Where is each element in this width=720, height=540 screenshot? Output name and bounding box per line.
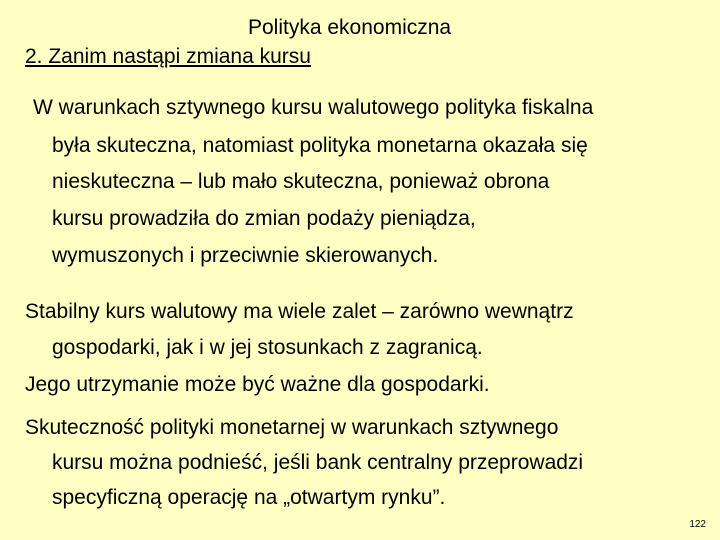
- paragraph-1-line: kursu prowadziła do zmian podaży pieniądza,: [52, 207, 476, 230]
- paragraph-4-line: specyficzną operację na „otwartym rynku”.: [52, 486, 446, 509]
- paragraph-2-line: gospodarki, jak i w jej stosunkach z zagranicą.: [52, 336, 483, 359]
- paragraph-1-line: wymuszonych i przeciwnie skierowanych.: [52, 244, 439, 267]
- page-number: 122: [689, 519, 706, 530]
- slide-subtitle: 2. Zanim nastąpi zmiana kursu: [25, 45, 311, 68]
- paragraph-3-line: Jego utrzymanie może być ważne dla gospodarki.: [25, 373, 490, 396]
- paragraph-4-line: kursu można podnieść, jeśli bank centralny przeprowadzi: [52, 451, 584, 474]
- paragraph-1-line: była skuteczna, natomiast polityka monetarna okazała się: [52, 134, 588, 157]
- paragraph-2-line: Stabilny kurs walutowy ma wiele zalet – zarówno wewnątrz: [25, 300, 574, 323]
- paragraph-1-line: nieskuteczna – lub mało skuteczna, ponieważ obrona: [52, 170, 550, 193]
- slide-title: Polityka ekonomiczna: [248, 16, 452, 39]
- paragraph-4-line: Skuteczność polityki monetarnej w warunkach sztywnego: [25, 416, 559, 439]
- paragraph-1-line: W warunkach sztywnego kursu walutowego polityka fiskalna: [33, 96, 594, 119]
